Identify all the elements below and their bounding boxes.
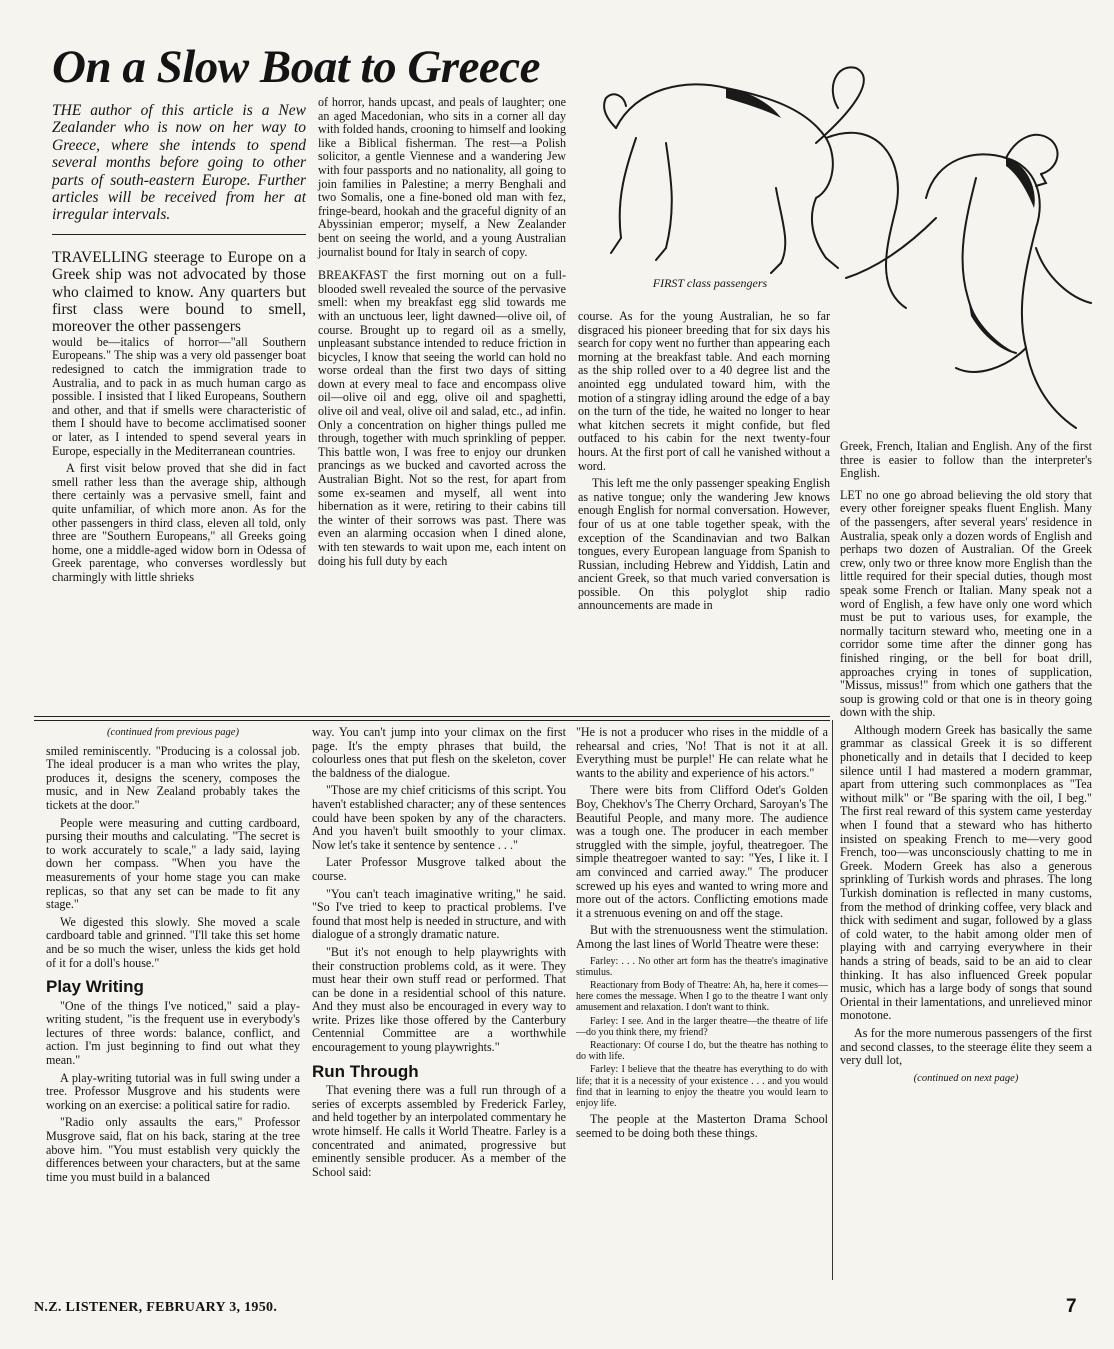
lower2-paragraph-1: way. You can't jump into your climax on the first page. It's the empty phrases that build, the colourless ones that put flesh on the skeleton, cover the baldness of the dialogue. [312, 725, 566, 780]
col1-paragraph-2: A first visit below proved that she did in fact smell rather less than the average ship, although there certainly was a pervasive smell, faint and quite unfamiliar, of which more anon. As for the other passengers in third class, eleven all told, only three are "Southern Europeans," all Greeks going home, one a middle-aged widow born in Odessa of Greek parentage, who converses wordlessly but charmingly with little shrieks [52, 461, 306, 584]
script-line: Farley: . . . No other art form has the theatre's imaginative stimulus. [576, 955, 828, 978]
lower2-paragraph-2: "Those are my chief criticisms of this script. You haven't established character; any of these sentences could have been spoken by any of the characters. And you haven't built smoothly to your climax. Now let's take it sentence by sentence . . ." [312, 783, 566, 852]
lower3-paragraph-3: But with the strenuousness went the stimulation. Among the last lines of World Theatre were these: [576, 923, 828, 951]
lower3-paragraph-2: There were bits from Clifford Odet's Golden Boy, Chekhov's The Cherry Orchard, Saroyan's The Beautiful People, and many more. The audience was a tough one. The producer in each member struggled with the simple, joyful, theatregoer. The simple theatregoer wanted to say: "Yes, I like it. I am convinced and carried away." The producer screwed up his eyes and wanted to wring more and more out of the actors. Conflicting emotions made it a strenuous evening on and off the stage. [576, 783, 828, 920]
lower1-paragraph-5: A play-writing tutorial was in full swing under a tree. Professor Musgrove and his students were working on an exercise: a political satire for radio. [46, 1070, 300, 1112]
col4-paragraph-2: LET no one go abroad believing the old story that every other foreigner speaks fluent English. Many of the passengers, after several years' residence in Australia, speak only a dozen words of English and perhaps two dozen of Australian. Of the Greek crew, only two or three know more English than the little required for their special duties, though most speak some French or Italian. Many speak not a word of English, a few have only one word which must be put to various uses, for example, the normally taciturn steward who, meeting one in a corridor some time after the dinner gong has finished ringing, or the bell for boat drill, approaches crying in tones of supplication, "Missus, missus!" from which one gathers that the soup is growing cold or that one is in theory going down with the ship. [840, 487, 1092, 720]
script-line: Reactionary from Body of Theatre: Ah, ha, here it comes—here comes the message. When I go to the theatre I want only amusement and relaxation. I don't want to think. [576, 979, 828, 1014]
intro-paragraph: THE author of this article is a New Zealander who is now on her way to Greece, where she intends to spend several months before going to other parts of south-eastern Europe. Further articles will be received from her at irregular intervals. [52, 102, 306, 224]
col4-paragraph-4: As for the more numerous passengers of the first and second classes, to the steerage élite they seem a very dull lot, [840, 1025, 1092, 1068]
lower2-paragraph-4: "You can't teach imaginative writing," he said. "So I've tried to keep to practical problems. I've found that most help is needed in structure, and with dialogue of a strongly dramatic nature. [312, 886, 566, 942]
lower1-paragraph-1: smiled reminiscently. "Producing is a colossal job. The ideal producer is a man who writes the play, produces it, designs the scenery, composes the music, and in New Zealand probably takes the tickets at the door." [46, 743, 300, 812]
script-line: Farley: I see. And in the larger theatre—the theatre of life—do you think there, my friend? [576, 1015, 828, 1038]
column-4-separator [832, 720, 833, 1280]
continued-previous: (continued from previous page) [107, 727, 239, 738]
col2-paragraph-1: of horror, hands upcast, and peals of laughter; one an aged Macedonian, who sits in a corner all day with folded hands, crooning to himself and looking like a Biblical fisherman. The rest—a Polish solicitor, a gentle Viennese and a wandering Jew with four passports and no nationality, all going to join families in Palestine; a merry Benghali and two Somalis, one a fine-boned old man with fez, fringe-beard, hookah and the graceful dignity of an Abyssinian emperor; myself, a New Zealander bent on seeing the world, and a young Australian journalist bound for Italy in search of copy. [318, 95, 566, 259]
heading-play-writing: Play Writing [46, 977, 144, 997]
lower2-paragraph-3: Later Professor Musgrove talked about the course. [312, 855, 566, 883]
col3-paragraph-1: course. As for the young Australian, he so far disgraced his pioneer breeding that for six days his search for copy went no further than appearing each morning at the breakfast table. And each morning as the ship rolled over to a 40 degree list and the anointed egg undulated toward him, with the motion of a stingray idling around the edge of a bay on the turn of the tide, he waited no longer to hear what kitchen secrets it might confide, but fled outfaced to his cabin for the next twenty-four hours. At the first port of call he vanished without a word. [578, 309, 830, 473]
lower1-paragraph-3: We digested this slowly. She moved a scale cardboard table and grinned. "I'll take this set home and be so much the wiser, unless the kids get hold of it for a doll's house." [46, 914, 300, 970]
col3-paragraph-2: This left me the only passenger speaking English as native tongue; only the wandering Jew knows enough English for normal conversation. However, four of us at one table together speak, with the exception of the Scandinavian and two Balkan tongues, every European language from Spanish to Russian, including Hebrew and Yiddish, Latin and ancient Greek, so that much varied conversation is possible. On this polyglot ship radio announcements are made in [578, 476, 830, 613]
lower-column-3 [576, 726, 828, 1144]
lower1-paragraph-6: "Radio only assaults the ears," Professor Musgrove said, flat on his back, staring at the tree above him. "You must establish very quickly the differences between your characters, but at the same time you must build in a balanced [46, 1115, 300, 1184]
lower-column-1 [46, 726, 300, 1188]
lower3-paragraph-1: "He is not a producer who rises in the middle of a rehearsal and cries, 'No! That is not it at all. Everything must be purple!' He can relate what he wants to the ability and experience of his actors." [576, 725, 828, 780]
heading-run-through: Run Through [312, 1061, 419, 1081]
column-4 [840, 440, 1092, 1090]
lower2-paragraph-6: That evening there was a full run through of a series of excerpts assembled by Frederick Farley, and held together by an interpolated commentary he wrote himself. He calls it World Theatre. Farley is a concentrated and animated, progressive but eminently sensible producer. As a member of the School said: [312, 1083, 566, 1179]
lower1-paragraph-4: "One of the things I've noticed," said a play-writing student, "is the frequent use in everybody's lectures of three words: balance, conflict, and action. I'm just beginning to find out what they mean." [46, 998, 300, 1068]
lower3-paragraph-4: The people at the Masterton Drama School seemed to be doing both these things. [576, 1112, 828, 1140]
sitting-monkey [926, 154, 1076, 428]
section-divider [34, 716, 830, 721]
column-2 [318, 96, 566, 572]
lead-paragraph: TRAVELLING steerage to Europe on a Greek ship was not advocated by those who claimed to know. Any quarters but first class were bound to smell, moreover the other passengers [52, 248, 306, 336]
page-number: 7 [1066, 1296, 1077, 1317]
col4-paragraph-3: Although modern Greek has basically the same grammar as classical Greek it is so different phonetically and in details that I decided to keep silence until I had mastered a modern grammar, apart from uttering such commonplaces as "Tea without milk" or "Be sparing with the oil, I beg." The first real reward of this system came yesterday when I found that a steward who has hitherto insisted on speaking French to me—very good French, too—was unconsciously chatting to me in Greek. Modern Greek has also a generous sprinkling of Turkish words and phrases. The long Turkish domination is reflected in many customs, from the method of drinking coffee, very black and thick with sediment and sugar, followed by a glass of cold water, to the habit among older men of playing with and carrying everywhere in their hands a string of beads, said to be an aid to clear thinking. It has also influenced Greek popular music, which has a large body of songs that sound Oriental in their lamentations, and unrelieved minor monotone. [840, 722, 1092, 1023]
lower-column-2 [312, 726, 566, 1183]
lower2-paragraph-5: "But it's not enough to help playwrights with their construction problems cold, as it were. They must hear their own stuff read or performed. That can be done in a residential school of this nature. And they must also be encouraged in every way to write. Prizes like those offered by the Canterbury Centennial Committee are a worthwhile encouragement to young playwrights." [312, 944, 566, 1055]
script-line: Farley: I believe that the theatre has everything to do with life; that it is a necessity of your existence . . . and you would find that in learning to enjoy the theatre you would learn to enjoy life. [576, 1064, 828, 1109]
illustration-caption: FIRST class passengers [652, 276, 768, 290]
col2-paragraph-2: BREAKFAST the first morning out on a full-blooded swell revealed the source of the pervasive smell: when my breakfast egg slid towards me with an unctuous leer, light dawned—olive oil, of course. Brought up to regard oil as a smelly, unpleasant substance intended to reduce friction in bicycles, I know that seeing the world can hold no worse ordeal than the first two days of sitting down at every meal to face and encompass olive oil—olive oil and egg, olive oil and spaghetti, olive oil and veal, olive oil and salad, etc., ad infin. Only a concentration on higher things pulled me through, together with much sprinkling of pepper. This battle won, I was free to enjoy our drunken prancings as we bucked and cavorted across the Australian Bight. Not so the rest, for apart from some ex-seamen and myself, all went into hibernation as it were, retiring to their cabins till the winter of their sorrows was past. There was even an alarming occasion when I dined alone, with ten stewards to wait upon me, each intent on doing his full duty by each [318, 268, 566, 568]
script-line: Reactionary: Of course I do, but the theatre has nothing to do with life. [576, 1039, 828, 1063]
column-3 [578, 310, 830, 617]
intro-rule [52, 234, 306, 235]
publication-footer: N.Z. LISTENER, FEBRUARY 3, 1950. [34, 1300, 278, 1315]
script-excerpt [576, 956, 828, 1110]
col1-paragraph-1: would be—italics of horror—"all Southern Europeans." The ship was a very old passenger boat redesigned to catch the immigration trade to Australia, and to pack in as much human cargo as possible. I insisted that I liked Europeans, Southern and other, and that if smells were characteristic of them I should have to become acclimatised sooner or later, as I intended to spend several years in Europe, especially in the Mediterranean countries. [52, 334, 306, 458]
column-1 [52, 102, 306, 589]
col4-paragraph-1: Greek, French, Italian and English. Any of the first three is easier to follow than the interpreter's English. [840, 439, 1092, 481]
article-title: On a Slow Boat to Greece [52, 41, 541, 93]
lower1-paragraph-2: People were measuring and cutting cardboard, pursing their mouths and calculating. "The secret is to work accurately to scale," a lady said, laying down her compass. "When you have the measurements of your home stage you can make replicas, so that any set can be made to fit any stage." [46, 815, 300, 912]
continued-next: (continued on next page) [913, 1072, 1019, 1084]
